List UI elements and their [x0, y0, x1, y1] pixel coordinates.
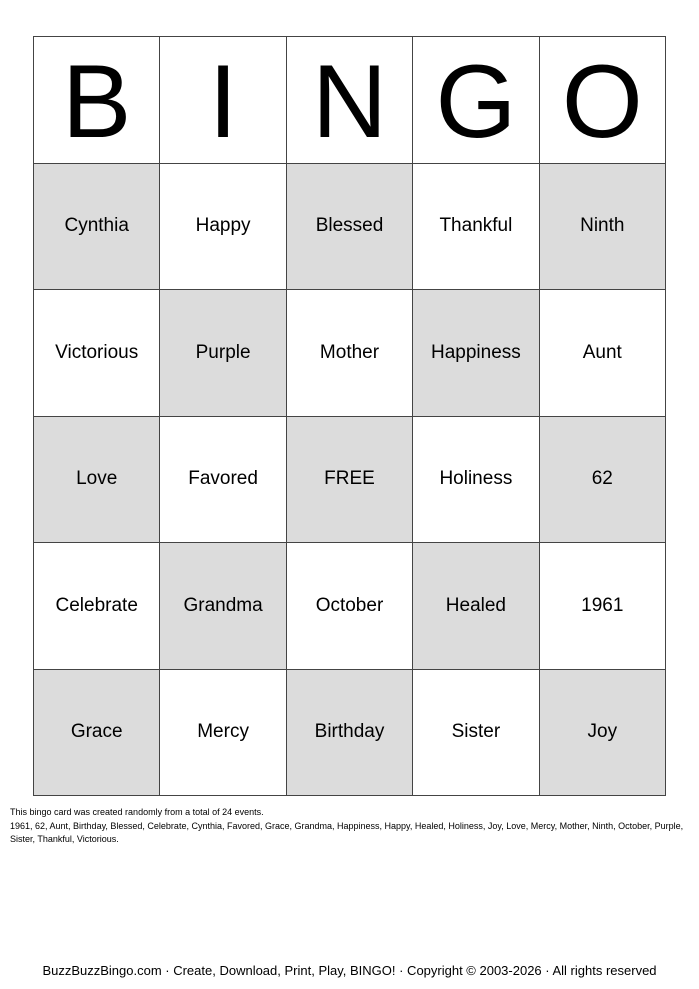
- footnote-word-list: 1961, 62, Aunt, Birthday, Blessed, Celebrate, Cynthia, Favored, Grace, Grandma, Happiness, Happy, Healed, Holiness, Joy, Love, Mercy, Mother, Ninth, October, Purple, Sister, Thankful, Victorious.: [10, 820, 684, 844]
- bingo-cell: Blessed: [287, 164, 413, 291]
- bingo-card: [33, 36, 666, 796]
- footnote-intro: This bingo card was created randomly from a total of 24 events.: [10, 807, 264, 817]
- bingo-cell: Aunt: [540, 290, 666, 417]
- bingo-cell: Healed: [413, 543, 539, 670]
- bingo-cell: Birthday: [287, 670, 413, 797]
- bingo-cell: Happiness: [413, 290, 539, 417]
- bingo-cell: Thankful: [413, 164, 539, 291]
- free-space-cell: FREE: [287, 417, 413, 544]
- bingo-cell: Victorious: [34, 290, 160, 417]
- bingo-cell: Mercy: [160, 670, 286, 797]
- bingo-cell: Purple: [160, 290, 286, 417]
- header-letter-b: B: [34, 37, 160, 164]
- bingo-cell: Celebrate: [34, 543, 160, 670]
- bingo-cell: Mother: [287, 290, 413, 417]
- bingo-cell: 62: [540, 417, 666, 544]
- bingo-cell: Happy: [160, 164, 286, 291]
- bingo-cell: Sister: [413, 670, 539, 797]
- card-footnote: [10, 806, 690, 847]
- header-letter-i: I: [160, 37, 286, 164]
- bingo-cell: Favored: [160, 417, 286, 544]
- page-footer: BuzzBuzzBingo.com · Create, Download, Print, Play, BINGO! · Copyright © 2003-2026 · All rights reserved: [42, 963, 657, 978]
- header-letter-n: N: [287, 37, 413, 164]
- bingo-cell: Grace: [34, 670, 160, 797]
- bingo-cell: Holiness: [413, 417, 539, 544]
- bingo-cell: Ninth: [540, 164, 666, 291]
- header-letter-g: G: [413, 37, 539, 164]
- bingo-cell: 1961: [540, 543, 666, 670]
- bingo-cell: Joy: [540, 670, 666, 797]
- bingo-cell: October: [287, 543, 413, 670]
- bingo-cell: Cynthia: [34, 164, 160, 291]
- bingo-cell: Grandma: [160, 543, 286, 670]
- header-letter-o: O: [540, 37, 666, 164]
- bingo-cell: Love: [34, 417, 160, 544]
